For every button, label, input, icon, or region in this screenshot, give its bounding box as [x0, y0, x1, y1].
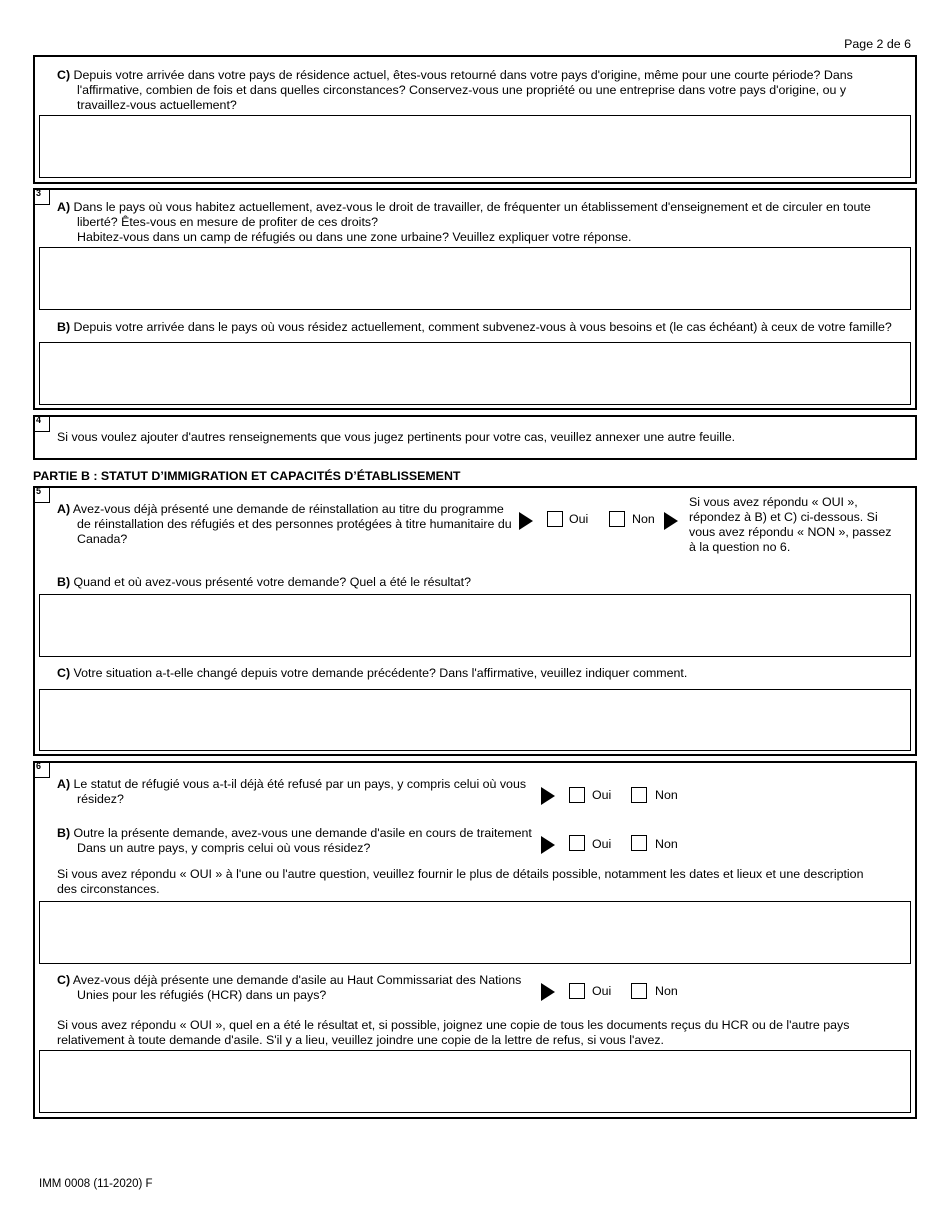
question-line: Le statut de réfugié vous a-t-il déjà été refusé par un pays, y compris celui où vous — [73, 777, 527, 791]
question-4-text: Si vous voulez ajouter d'autres renseignements que vous jugez pertinents pour votre cas, veuillez annexer une autre feuille. — [57, 430, 736, 444]
question-letter: B) — [57, 826, 71, 840]
q6c-no-label: Non — [655, 984, 678, 998]
q5a-yes-label: Oui — [569, 512, 589, 526]
question-line: l'affirmative, combien de fois et dans quelles circonstances? Conservez-vous une propriété ou une entreprise dans votre pays d'origine, ou y — [77, 83, 847, 97]
arrow-right-icon — [519, 512, 533, 530]
answer-5b-field[interactable] — [39, 594, 911, 657]
question-line: Avez-vous déjà présenté une demande de réinstallation au titre du programme — [72, 502, 504, 516]
question-letter: C) — [57, 68, 71, 82]
question-6b-text — [57, 826, 537, 856]
q6b-yes-checkbox[interactable] — [569, 835, 585, 851]
q6b-no-label: Non — [655, 837, 678, 851]
answer-6ab-field[interactable] — [39, 901, 911, 964]
instruction-line: à la question no 6. — [689, 540, 791, 554]
instruction-line: Si vous avez répondu « OUI », quel en a été le résultat et, si possible, joignez une copie de tous les documents reçus du HCR ou de l'autre pays — [57, 1018, 850, 1032]
instruction-line: Si vous avez répondu « OUI », — [689, 495, 858, 509]
answer-3a-field[interactable] — [39, 247, 911, 310]
question-line: Dans un autre pays, y compris celui où vous résidez? — [77, 841, 371, 855]
q6b-no-checkbox[interactable] — [631, 835, 647, 851]
question-line: Habitez-vous dans un camp de réfugiés ou dans une zone urbaine? Veuillez expliquer votre réponse. — [77, 230, 632, 244]
question-letter: A) — [57, 502, 71, 516]
question-6c-instruction — [57, 1018, 907, 1048]
question-line: liberté? Êtes-vous en mesure de profiter de ces droits? — [77, 215, 378, 229]
question-number-5: 5 — [33, 486, 50, 503]
question-6ab-instruction — [57, 867, 907, 897]
question-line: Avez-vous déjà présente une demande d'asile au Haut Commissariat des Nations — [72, 973, 522, 987]
arrow-right-icon — [541, 983, 555, 1001]
instruction-line: des circonstances. — [57, 882, 160, 896]
question-line: Outre la présente demande, avez-vous une demande d'asile en cours de traitement — [73, 826, 532, 840]
arrow-right-icon — [541, 787, 555, 805]
q6c-no-checkbox[interactable] — [631, 983, 647, 999]
q6c-yes-label: Oui — [592, 984, 612, 998]
question-number-6: 6 — [33, 761, 50, 778]
question-line: Unies pour les réfugiés (HCR) dans un pays? — [77, 988, 327, 1002]
question-number-4: 4 — [33, 415, 50, 432]
question-letter: C) — [57, 666, 71, 680]
question-line: Depuis votre arrivée dans votre pays de résidence actuel, êtes-vous retourné dans votre pays d'origine, même pour une courte période? Dans — [73, 68, 853, 82]
question-line: de réinstallation des réfugiés et des personnes protégées à titre humanitaire du — [77, 517, 512, 531]
instruction-line: relativement à toute demande d'asile. S'il y a lieu, veuillez joindre une copie de la lettre de refus, si vous l'avez. — [57, 1033, 665, 1047]
question-2c-text — [57, 68, 907, 113]
page-number: Page 2 de 6 — [844, 37, 911, 51]
question-letter: C) — [57, 973, 71, 987]
arrow-right-icon — [664, 512, 678, 530]
q6a-yes-checkbox[interactable] — [569, 787, 585, 803]
question-6c-text — [57, 973, 537, 1003]
question-line: Dans le pays où vous habitez actuellement, avez-vous le droit de travailler, de fréquenter un établissement d'enseignement et de circuler en toute — [73, 200, 871, 214]
question-3a-text — [57, 200, 907, 245]
q5a-yes-checkbox[interactable] — [547, 511, 563, 527]
answer-2c-field[interactable] — [39, 115, 911, 178]
instruction-line: vous avez répondu « NON », passez — [689, 525, 892, 539]
answer-6c-field[interactable] — [39, 1050, 911, 1113]
answer-3b-field[interactable] — [39, 342, 911, 405]
question-5b-text — [57, 575, 907, 590]
answer-5c-field[interactable] — [39, 689, 911, 751]
question-letter: B) — [57, 575, 71, 589]
q5a-no-checkbox[interactable] — [609, 511, 625, 527]
question-line: résidez? — [77, 792, 124, 806]
q6a-yes-label: Oui — [592, 788, 612, 802]
question-6a-text — [57, 777, 537, 807]
question-line: travaillez-vous actuellement? — [77, 98, 237, 112]
part-b-heading: PARTIE B : STATUT D’IMMIGRATION ET CAPACITÉS D’ÉTABLISSEMENT — [33, 469, 461, 483]
form-code-footer: IMM 0008 (11-2020) F — [39, 1178, 153, 1190]
q6a-no-checkbox[interactable] — [631, 787, 647, 803]
question-number-3: 3 — [33, 188, 50, 205]
question-letter: B) — [57, 320, 71, 334]
q6c-yes-checkbox[interactable] — [569, 983, 585, 999]
question-line: Canada? — [77, 532, 128, 546]
q6a-no-label: Non — [655, 788, 678, 802]
q6b-yes-label: Oui — [592, 837, 612, 851]
arrow-right-icon — [541, 836, 555, 854]
question-3b-text — [57, 320, 907, 335]
question-5c-text — [57, 666, 907, 681]
instruction-line: Si vous avez répondu « OUI » à l'une ou l'autre question, veuillez fournir le plus de détails possible, notamment les dates et lieux et une description — [57, 867, 864, 881]
q5a-no-label: Non — [632, 512, 655, 526]
question-letter: A) — [57, 777, 71, 791]
question-letter: A) — [57, 200, 71, 214]
question-line: Depuis votre arrivée dans le pays où vous résidez actuellement, comment subvenez-vous à vous besoins et (le cas échéant) à ceux de votre famille? — [73, 320, 892, 334]
question-5a-instruction — [689, 495, 904, 555]
instruction-line: répondez à B) et C) ci-dessous. Si — [689, 510, 878, 524]
question-5a-text — [57, 502, 527, 547]
question-line: Quand et où avez-vous présenté votre demande? Quel a été le résultat? — [73, 575, 471, 589]
question-line: Votre situation a-t-elle changé depuis votre demande précédente? Dans l'affirmative, veuillez indiquer comment. — [73, 666, 688, 680]
